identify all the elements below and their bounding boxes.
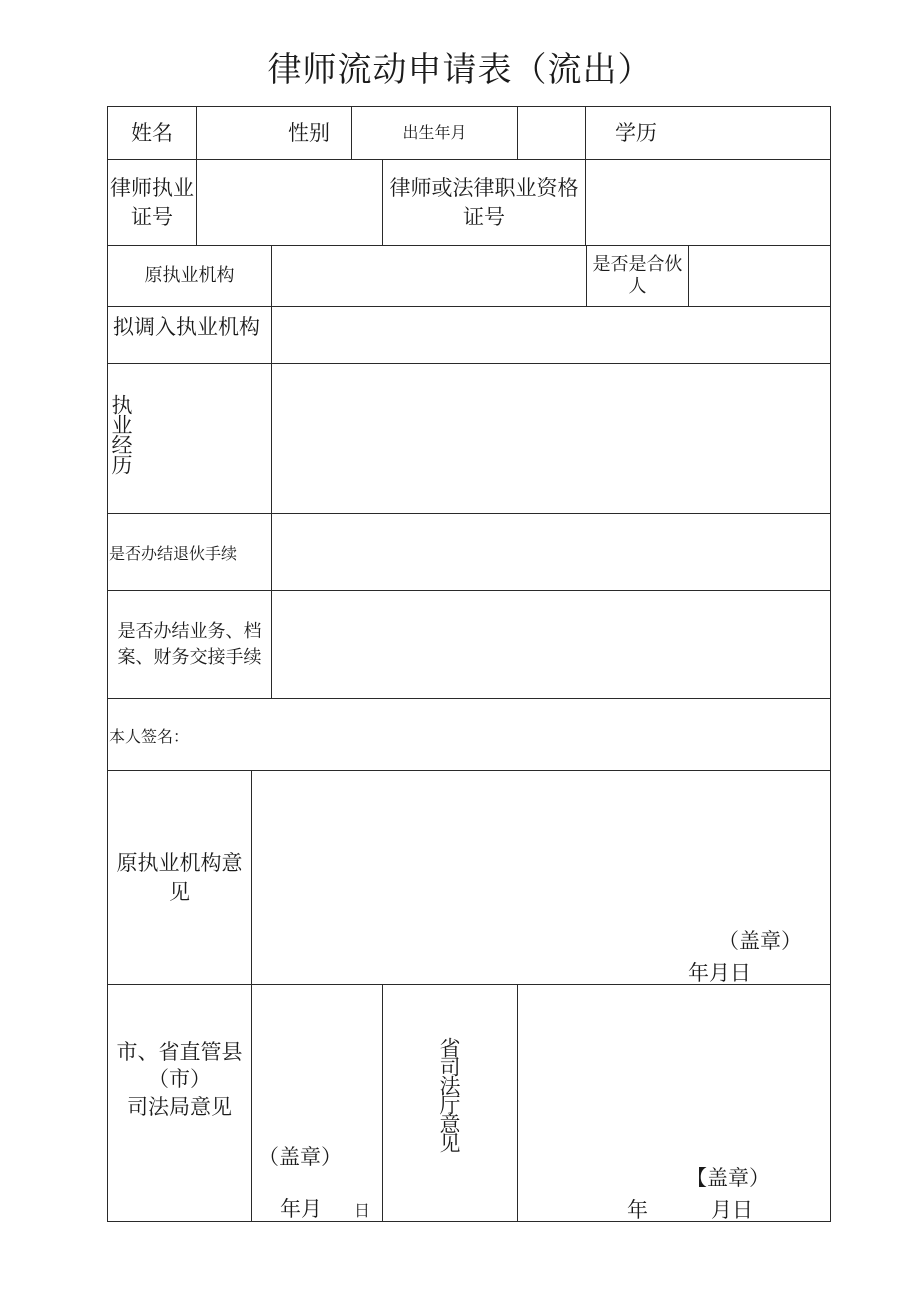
origin-org-date: 年月日 — [688, 961, 751, 985]
row-divider — [107, 363, 831, 364]
cell-divider — [382, 984, 383, 1222]
province-department-opinion-label: 省司法厅意见 — [437, 1037, 461, 1151]
handover-label-line2: 案、财务交接手续 — [117, 646, 262, 668]
signature-label: 本人签名： — [109, 727, 190, 746]
cell-divider — [585, 159, 586, 246]
partner-label-line1: 是否是合伙 — [592, 253, 683, 275]
form-title: 律师流动申请表（流出） — [267, 50, 653, 90]
license-number-label — [108, 160, 196, 245]
withdraw-procedure-label: 是否办结退伙手续 — [109, 544, 238, 563]
partner-label — [587, 246, 688, 306]
handover-field[interactable] — [275, 594, 826, 695]
handover-label-line1: 是否办结业务、档 — [117, 621, 262, 643]
city-opinion-line2: （市） — [148, 1067, 211, 1092]
city-opinion-line3: 司法局意见 — [127, 1094, 232, 1119]
cell-divider — [271, 245, 272, 307]
experience-label: 执业经历 — [109, 394, 133, 474]
name-label: 姓名 — [131, 120, 173, 145]
origin-org-opinion-field[interactable] — [256, 775, 826, 915]
partner-label-line2: 人 — [628, 276, 647, 297]
origin-org-label: 原执业机构 — [144, 264, 235, 286]
qualification-label-line1: 律师或法律职业资格 — [389, 176, 579, 201]
cell-divider — [271, 306, 272, 699]
license-number-label-line2: 证号 — [131, 204, 173, 229]
qualification-label-line2: 证号 — [463, 204, 505, 229]
city-bureau-seal: （盖章） — [258, 1145, 342, 1169]
cell-divider — [196, 159, 197, 246]
origin-org-field[interactable] — [275, 249, 582, 303]
province-department-date-month-day: 月日 — [711, 1198, 753, 1222]
province-department-date-year: 年 — [627, 1198, 648, 1222]
target-org-label: 拟调入执业机构 — [113, 315, 260, 339]
cell-divider — [251, 770, 252, 985]
name-value-field[interactable] — [200, 110, 280, 156]
qualification-number-label — [383, 160, 585, 245]
cell-divider — [196, 106, 197, 160]
city-bureau-date-day: 日 — [354, 1201, 371, 1220]
education-value-field[interactable] — [690, 110, 826, 156]
license-number-label-line1: 律师执业 — [110, 176, 194, 201]
partner-field[interactable] — [692, 249, 826, 303]
withdraw-procedure-field[interactable] — [275, 517, 826, 587]
row-divider — [107, 513, 831, 514]
cell-divider — [688, 245, 689, 307]
cell-divider — [517, 106, 518, 160]
cell-divider — [251, 984, 252, 1222]
signature-field[interactable] — [200, 704, 826, 766]
origin-org-opinion-label — [108, 771, 251, 984]
row-divider — [107, 698, 831, 699]
origin-opinion-line1: 原执业机构意 — [116, 851, 243, 876]
province-department-opinion-field[interactable] — [522, 989, 826, 1139]
city-bureau-opinion-label — [108, 985, 251, 1175]
gender-label: 性别 — [288, 120, 330, 145]
origin-org-seal: （盖章） — [718, 929, 802, 953]
birth-value-field[interactable] — [520, 110, 582, 156]
education-label: 学历 — [615, 120, 657, 145]
city-bureau-opinion-field[interactable] — [255, 989, 378, 1129]
origin-opinion-line2: 见 — [169, 879, 190, 904]
target-org-field[interactable] — [275, 310, 826, 360]
birth-label: 出生年月 — [402, 123, 467, 143]
province-department-seal: 【盖章） — [686, 1166, 770, 1190]
table-border-right — [830, 106, 831, 1222]
cell-divider — [517, 984, 518, 1222]
qualification-number-field[interactable] — [590, 163, 826, 242]
experience-field[interactable] — [275, 367, 826, 510]
handover-label — [108, 591, 271, 698]
city-bureau-date-year-month: 年月 — [280, 1197, 322, 1221]
city-opinion-line1: 市、省直管县 — [116, 1040, 243, 1065]
row-divider — [107, 306, 831, 307]
license-number-field[interactable] — [200, 163, 378, 242]
